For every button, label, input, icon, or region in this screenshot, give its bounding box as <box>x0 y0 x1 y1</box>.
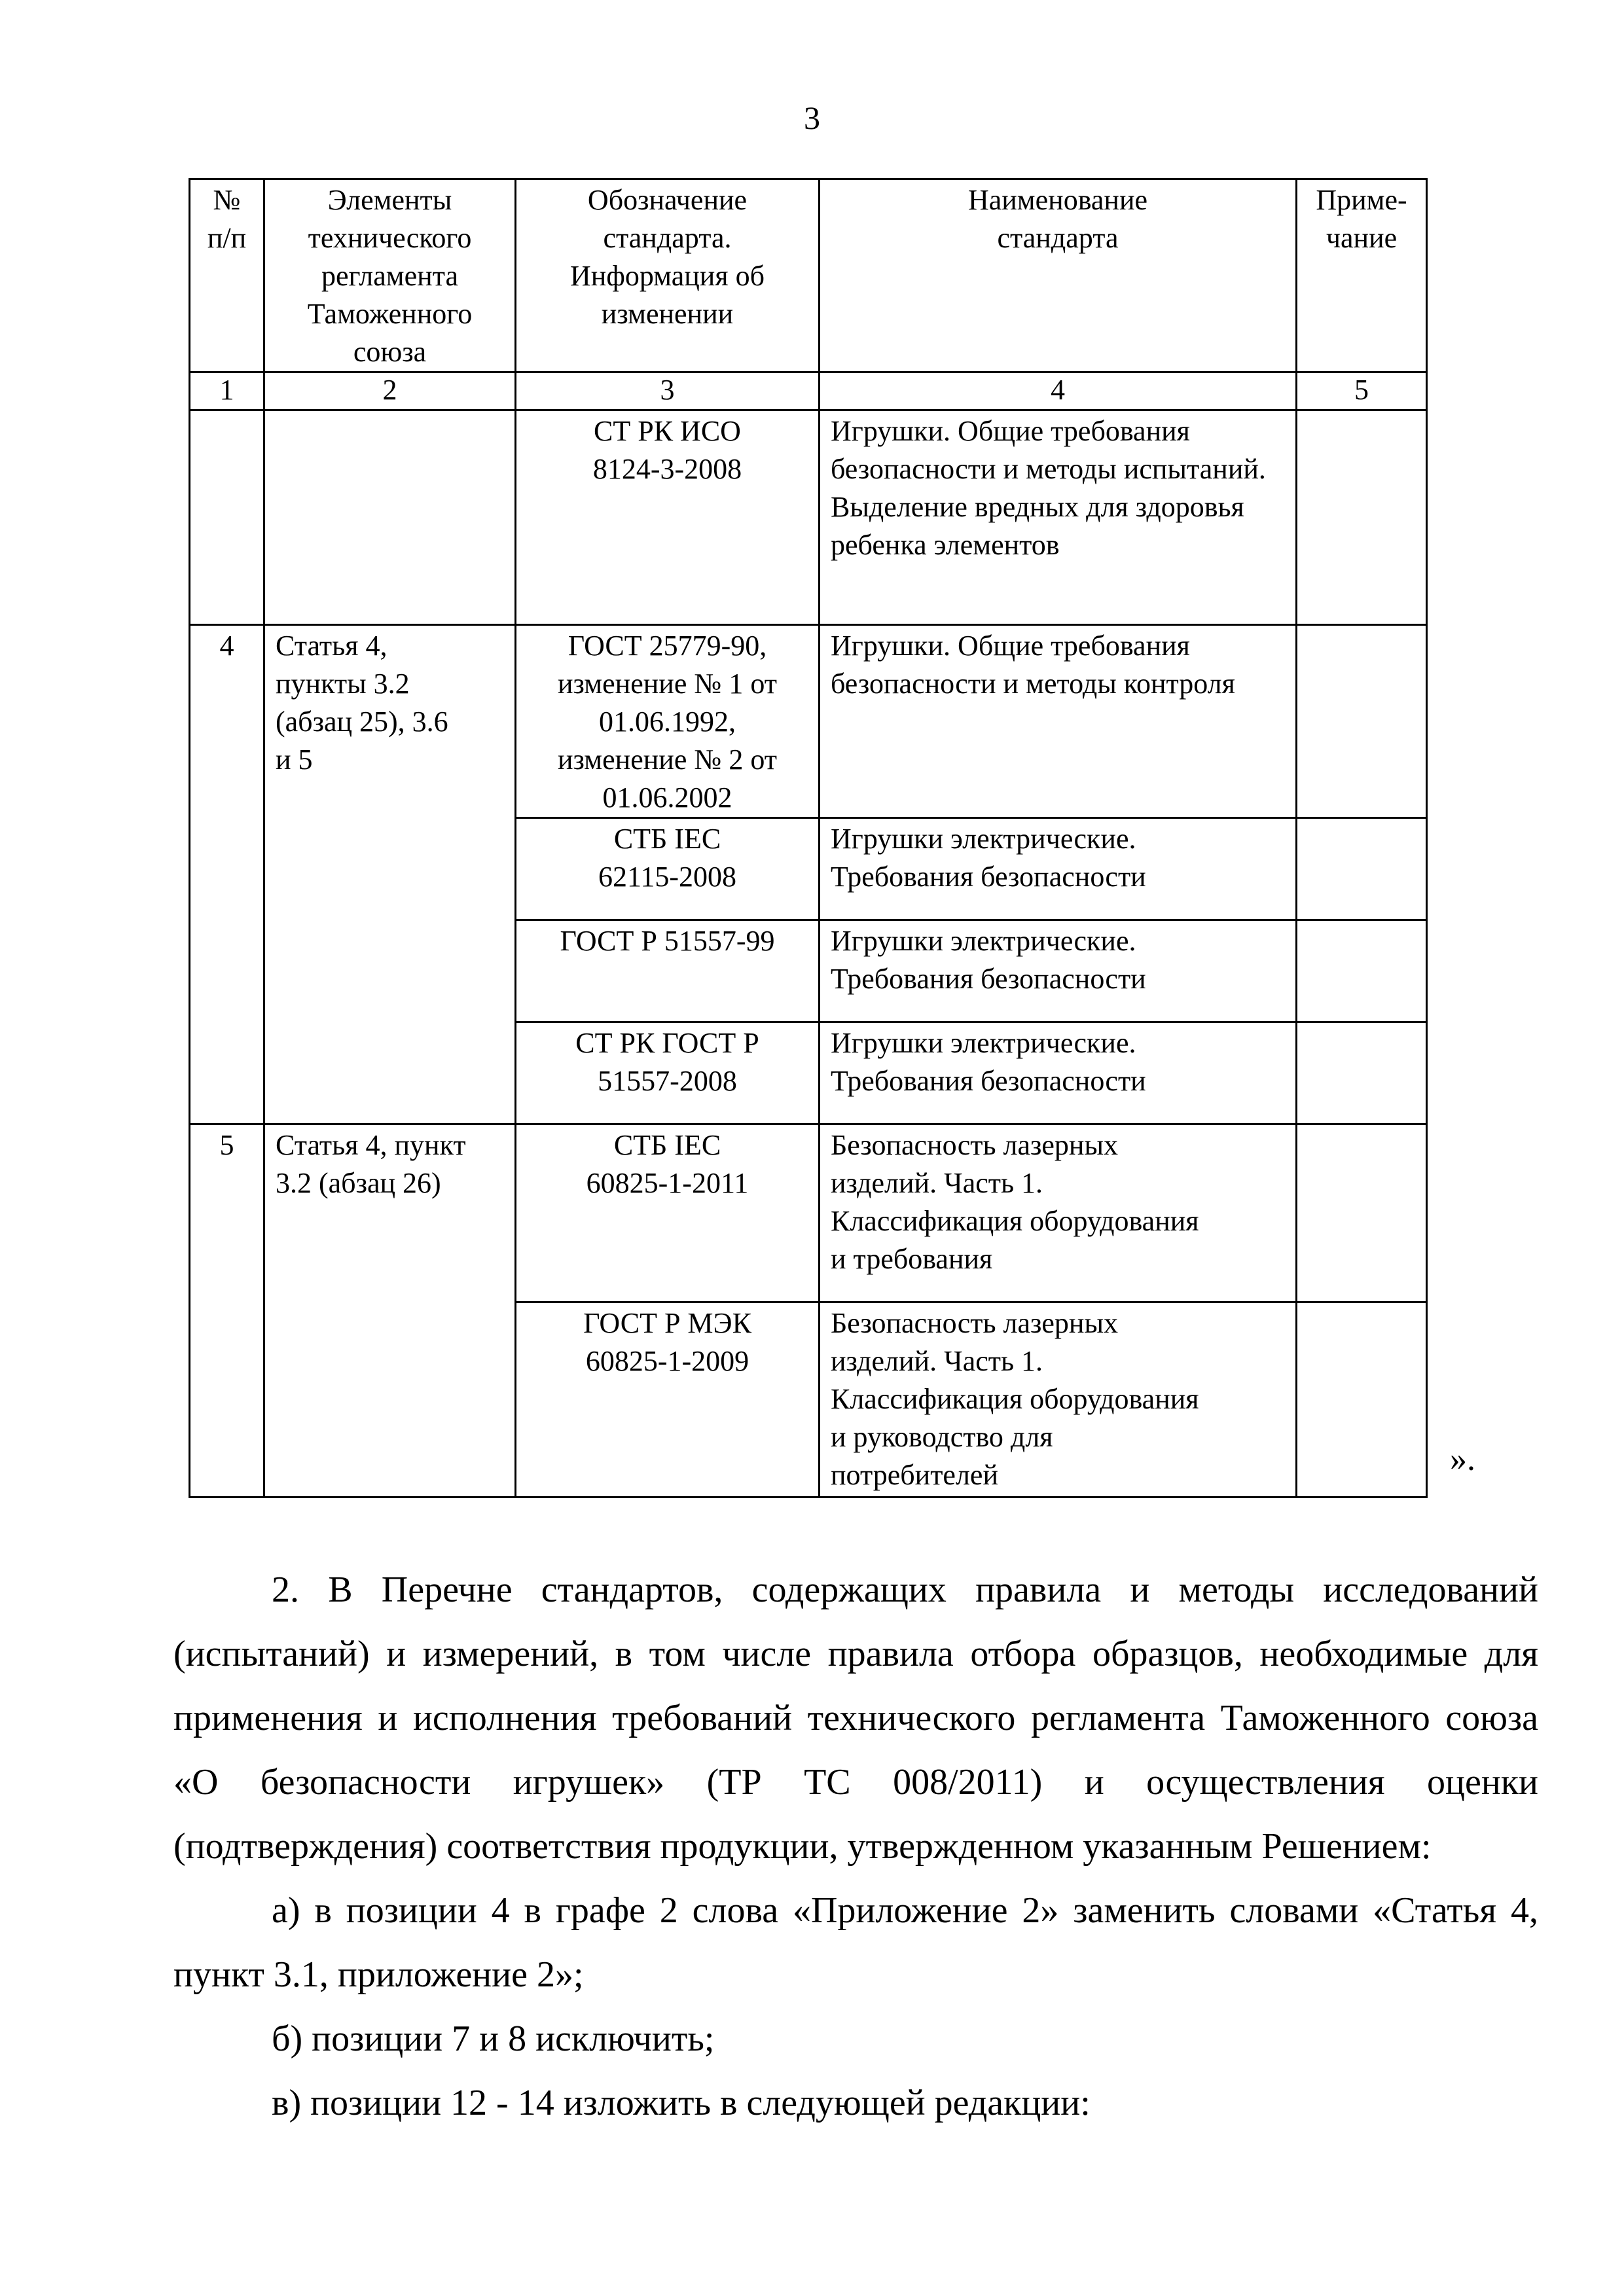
row-note <box>1297 920 1427 1022</box>
header-note: Приме- чание <box>1297 179 1427 372</box>
row-number: 5 <box>190 1124 264 1498</box>
paragraph: 2. В Перечне стандартов, содержащих правила и методы исследований (испытаний) и измерений, в том числе правила отбора образцов, необходимые для применения и исполнения требований технического регламента Таможенного союза «О безопасности игрушек» (ТР ТС 008/2011) и осуществления оценки (подтверждения) соответствия продукции, утвержденном указанным Решением: <box>173 1570 1538 1867</box>
table-row <box>190 410 1427 625</box>
row-note <box>1297 1302 1427 1498</box>
row-note <box>1297 1022 1427 1124</box>
table-row <box>190 625 1427 818</box>
row-designation: СТ РК ИСО 8124-3-2008 <box>516 410 820 625</box>
paragraph: в) позиции 12 - 14 изложить в следующей редакции: <box>272 2083 1091 2123</box>
column-number: 2 <box>264 372 516 410</box>
row-designation: СТБ IEC 62115-2008 <box>516 818 820 920</box>
table-row <box>190 1124 1427 1302</box>
row-element: Статья 4, пункты 3.2 (абзац 25), 3.6 и 5 <box>264 625 516 1124</box>
row-note <box>1297 1124 1427 1302</box>
paragraph: а) в позиции 4 в графе 2 слова «Приложение 2» заменить словами «Статья 4, пункт 3.1, приложение 2»; <box>173 1890 1538 1995</box>
row-note <box>1297 818 1427 920</box>
row-note <box>1297 410 1427 625</box>
paragraph: б) позиции 7 и 8 исключить; <box>272 2018 715 2059</box>
column-number-row <box>190 372 1427 410</box>
header-name: Наименование стандарта <box>820 179 1297 372</box>
row-standard-name: Игрушки электрические. Требования безопасности <box>820 818 1297 920</box>
page-number: 3 <box>804 99 820 136</box>
column-number: 5 <box>1297 372 1427 410</box>
row-designation: ГОСТ 25779-90, изменение № 1 от 01.06.1992, изменение № 2 от 01.06.2002 <box>516 625 820 818</box>
row-standard-name: Игрушки электрические. Требования безопасности <box>820 1022 1297 1124</box>
column-number: 3 <box>516 372 820 410</box>
header-element: Элементы технического регламента Таможенного союза <box>264 179 516 372</box>
header-number: № п/п <box>190 179 264 372</box>
header-designation: Обозначение стандарта. Информация об изменении <box>516 179 820 372</box>
column-number: 4 <box>820 372 1297 410</box>
closing-quote-mark: ». <box>1450 1441 1475 1478</box>
row-designation: СТБ IEC 60825-1-2011 <box>516 1124 820 1302</box>
row-note <box>1297 625 1427 818</box>
row-standard-name: Игрушки. Общие требования безопасности и методы контроля <box>820 625 1297 818</box>
row-designation: ГОСТ Р МЭК 60825-1-2009 <box>516 1302 820 1498</box>
row-element: Статья 4, пункт 3.2 (абзац 26) <box>264 1124 516 1498</box>
row-standard-name: Игрушки. Общие требования безопасности и методы испытаний. Выделение вредных для здоровья ребенка элементов <box>820 410 1297 625</box>
row-standard-name: Игрушки электрические. Требования безопасности <box>820 920 1297 1022</box>
table-header-row <box>190 179 1427 372</box>
row-standard-name: Безопасность лазерных изделий. Часть 1. Классификация оборудования и требования <box>820 1124 1297 1302</box>
row-number <box>190 410 264 625</box>
row-designation: СТ РК ГОСТ Р 51557-2008 <box>516 1022 820 1124</box>
row-standard-name: Безопасность лазерных изделий. Часть 1. Классификация оборудования и руководство для потребителей <box>820 1302 1297 1498</box>
row-element <box>264 410 516 625</box>
row-number: 4 <box>190 625 264 1124</box>
column-number: 1 <box>190 372 264 410</box>
amendment-text <box>173 1558 1538 2135</box>
standards-table <box>189 178 1428 1498</box>
row-designation: ГОСТ Р 51557-99 <box>516 920 820 1022</box>
